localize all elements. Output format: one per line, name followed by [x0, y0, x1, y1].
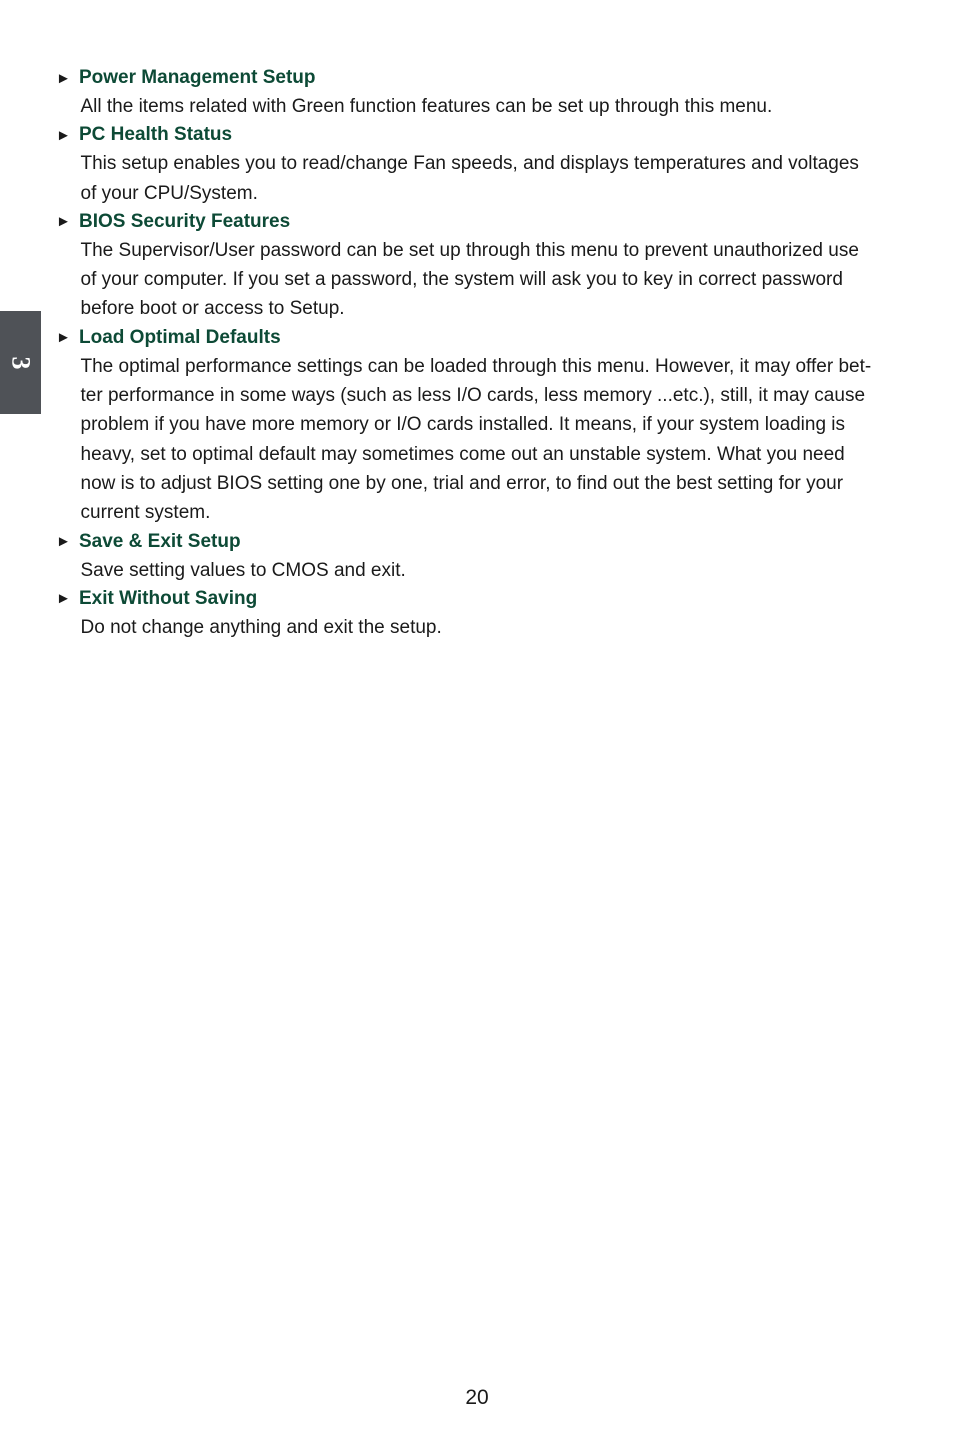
- section-title: Power Management Setup: [79, 67, 316, 88]
- arrow-right-icon: ►: [56, 329, 71, 347]
- arrow-right-icon: ►: [56, 533, 71, 551]
- description-line: Save setting values to CMOS and exit.: [80, 559, 406, 581]
- description-line: ter performance in some ways (such as less I/O cards, less memory ...etc.), still, it may cause: [80, 385, 866, 407]
- arrow-right-icon: ►: [56, 126, 71, 144]
- section-description: [81, 236, 897, 324]
- section-heading: [56, 208, 896, 236]
- description-line: before boot or access to Setup.: [80, 298, 345, 320]
- section-load-optimal-defaults: [56, 324, 896, 528]
- arrow-right-icon: ►: [56, 213, 71, 231]
- section-heading: [56, 585, 896, 613]
- section-pc-health-status: [56, 121, 896, 208]
- section-title: Save & Exit Setup: [79, 530, 241, 552]
- description-line: Do not change anything and exit the setup.: [80, 616, 442, 638]
- section-description: [81, 149, 897, 208]
- section-title: Load Optimal Defaults: [79, 326, 281, 348]
- section-exit-without-saving: [56, 585, 896, 642]
- chapter-number: 3: [6, 356, 36, 369]
- description-line: now is to adjust BIOS setting one by one, trial and error, to find out the best setting for your: [80, 472, 844, 494]
- section-title: Exit Without Saving: [79, 587, 258, 609]
- section-description: [81, 556, 897, 585]
- chapter-tab: [0, 311, 41, 414]
- description-line: The Supervisor/User password can be set up through this menu to prevent unauthorized use: [80, 239, 859, 261]
- section-bios-security-features: [56, 208, 896, 324]
- section-description: [81, 92, 897, 121]
- description-line: This setup enables you to read/change Fan speeds, and displays temperatures and voltages: [80, 153, 859, 175]
- section-power-management-setup: [56, 64, 896, 121]
- section-title: PC Health Status: [79, 124, 233, 146]
- description-line: of your CPU/System.: [80, 182, 258, 204]
- page-content: [56, 64, 896, 642]
- description-line: The optimal performance settings can be loaded through this menu. However, it may offer bet-: [80, 355, 872, 377]
- description-line: All the items related with Green function features can be set up through this menu.: [80, 96, 773, 117]
- section-title: BIOS Security Features: [79, 210, 291, 232]
- section-save-exit-setup: [56, 528, 896, 585]
- section-description: [81, 613, 897, 642]
- description-line: problem if you have more memory or I/O cards installed. It means, if your system loading is: [80, 414, 846, 436]
- description-line: heavy, set to optimal default may sometimes come out an unstable system. What you need: [80, 443, 845, 465]
- section-description: [81, 352, 897, 528]
- section-heading: [56, 324, 896, 352]
- arrow-right-icon: ►: [56, 590, 71, 608]
- description-line: of your computer. If you set a password, the system will ask you to key in correct password: [80, 269, 843, 291]
- arrow-right-icon: ►: [56, 69, 71, 87]
- description-line: current system.: [80, 502, 211, 524]
- page-number: 20: [465, 1386, 489, 1409]
- section-heading: [56, 64, 896, 92]
- section-heading: [56, 121, 896, 149]
- section-heading: [56, 528, 896, 556]
